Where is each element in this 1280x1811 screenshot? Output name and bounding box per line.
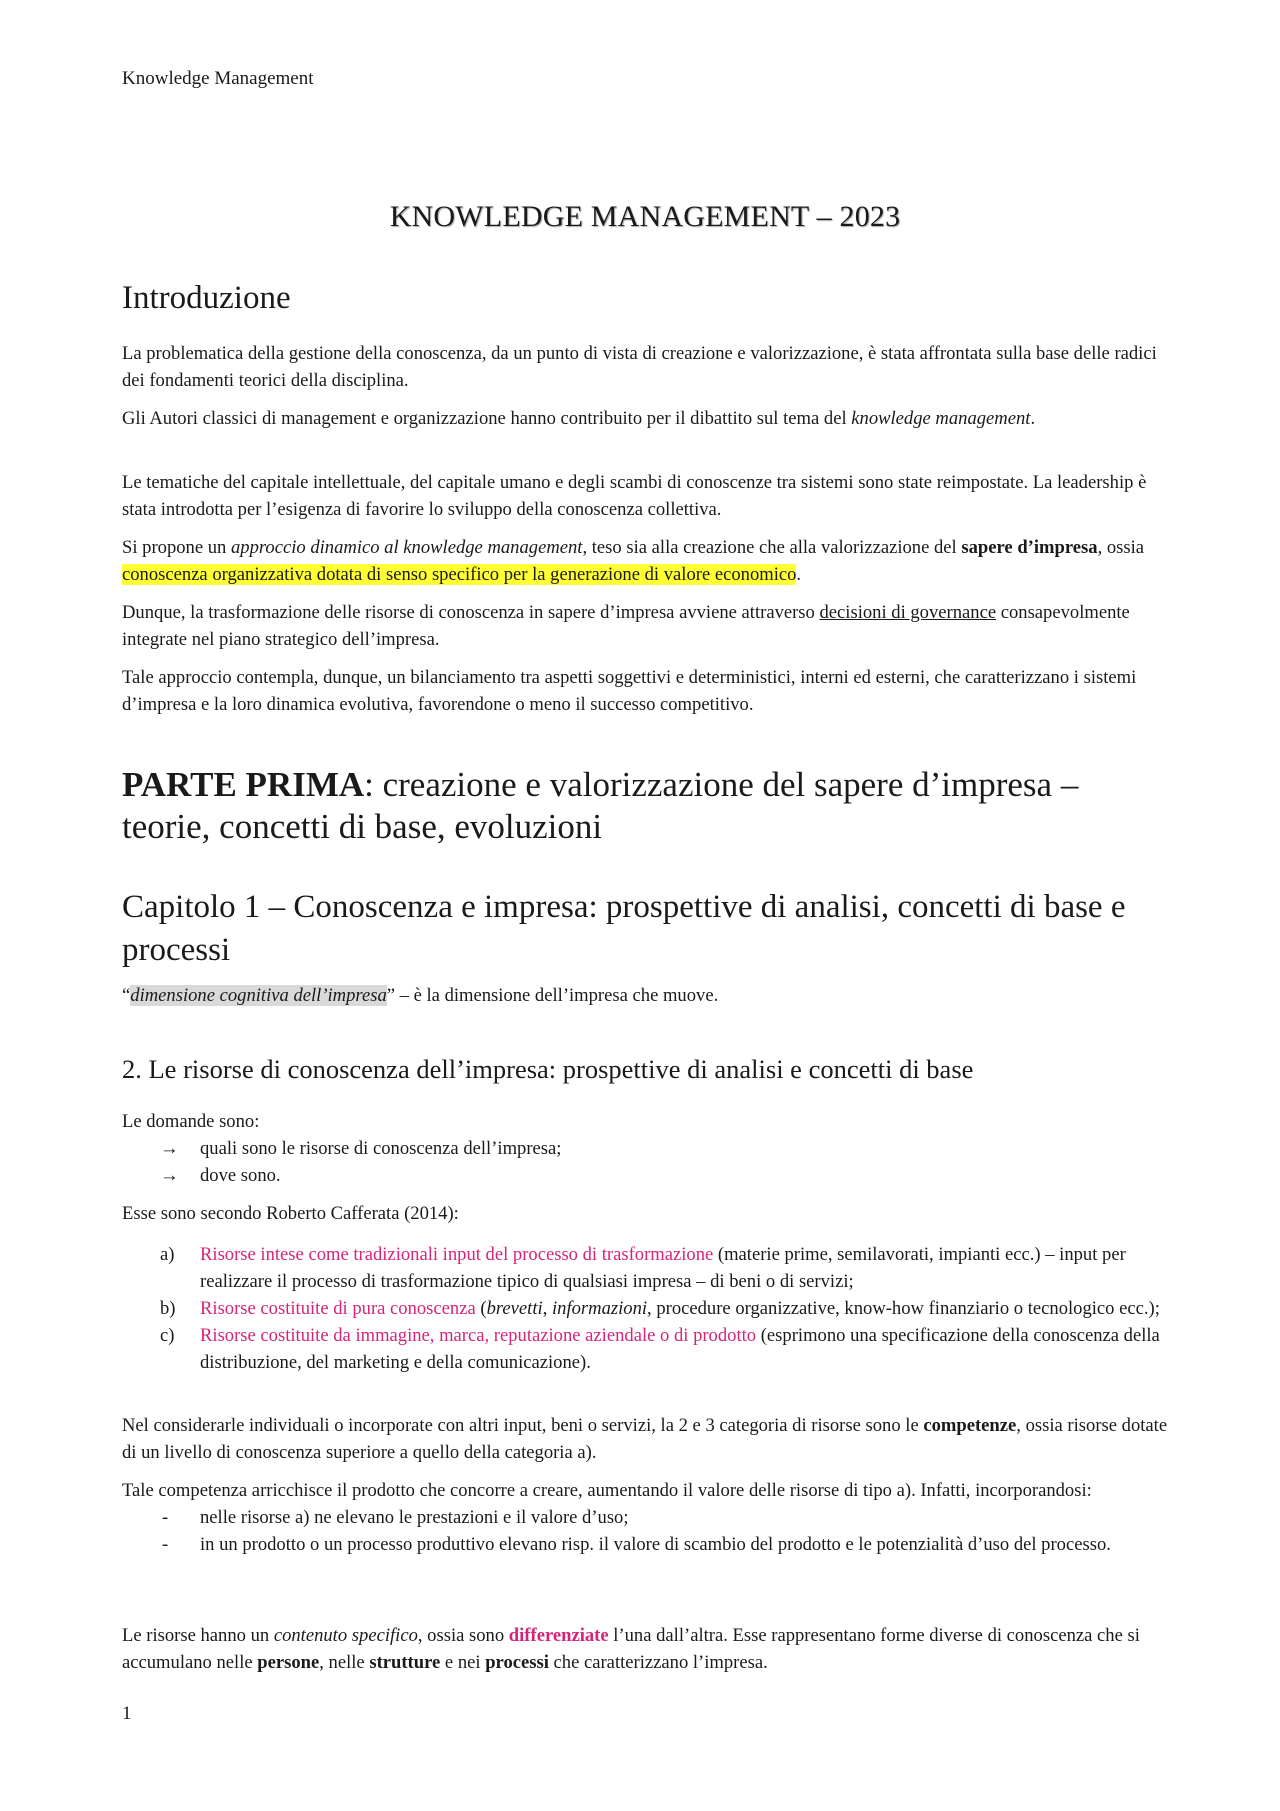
paragraph: Gli Autori classici di management e organizzazione hanno contribuito per il dibattito sul tema del knowledge management. [122,408,1036,429]
intro-heading-block [122,280,1168,317]
list-item: a) Risorse intese come tradizionali input del processo di trasformazione (materie prime, semilavorati, impianti ecc.) – input per realizzare il processo di trasformazione tipico di qualsiasi impresa – di beni o di servizi; [160,1244,1126,1292]
paragraph: Tale approccio contempla, dunque, un bilanciamento tra aspetti soggettivi e deterministici, interni ed esterni, che caratterizzano i sistemi d’impresa e la loro dinamica evolutiva, favorendone o meno il successo competitivo. [122,667,1137,715]
intro-paragraph-2 [122,405,1168,432]
chapter-title: Capitolo 1 – Conoscenza e impresa: prospettive di analisi, concetti di base e processi [122,889,1126,968]
intro-paragraph-4 [122,534,1168,588]
highlighted-term: dimensione cognitiva dell’impresa [130,985,387,1006]
questions-list [122,1135,1168,1189]
intro-paragraph-3 [122,469,1168,523]
source-intro [122,1200,1168,1227]
intro-paragraph-6 [122,664,1168,718]
list-item: - nelle risorse a) ne elevano le prestazioni e il valore d’uso; [162,1507,629,1528]
dash-list [122,1504,1168,1558]
resources-list [122,1241,1168,1376]
paragraph: Dunque, la trasformazione delle risorse di conoscenza in sapere d’impresa avviene attraverso decisioni di governance consapevolmente integrate nel piano strategico dell’impresa. [122,602,1130,650]
paragraph: “dimensione cognitiva dell’impresa” – è la dimensione dell’impresa che muove. [122,985,719,1006]
chapter-title-block [122,886,1168,972]
list-item: → quali sono le risorse di conoscenza dell’impresa; [160,1138,562,1159]
intro-paragraph-1 [122,340,1168,394]
paragraph: Le domande sono: [122,1111,260,1132]
list-item: - in un prodotto o un processo produttivo elevano risp. il valore di scambio del prodotto e le potenzialità d’uso del processo. [162,1534,1111,1555]
page-number: 1 [122,1703,132,1724]
tale-competenza-block [122,1477,1168,1558]
paragraph: Nel considerarle individuali o incorporate con altri input, beni o servizi, la 2 e 3 categoria di risorse sono le competenze, ossia risorse dotate di un livello di conoscenza superiore a quello della categoria a). [122,1415,1168,1463]
underlined-term: decisioni di governance [819,602,997,623]
part-title-block [122,764,1168,848]
paragraph: Tale competenza arricchisce il prodotto che concorre a creare, aumentando il valore delle risorse di tipo a). Infatti, incorporandosi: [122,1480,1092,1501]
highlighted-definition: conoscenza organizzativa dotata di senso specifico per la generazione di valore economico [122,564,797,585]
paragraph: Si propone un approccio dinamico al knowledge management, teso sia alla creazione che alla valorizzazione del sapere d’impresa, ossia conoscenza organizzativa dotata di senso specifico per la generazione di valore economico. [122,537,1145,585]
final-paragraph [122,1622,1168,1676]
list-item: b) Risorse costituite di pura conoscenza (brevetti, informazioni, procedure organizzative, know-how finanziario o tecnologico ecc.); [160,1298,1160,1319]
resources-list-block [122,1241,1168,1376]
list-item: c) Risorse costituite da immagine, marca, reputazione aziendale o di prodotto (esprimono una specificazione della conoscenza della distribuzione, del marketing e della comunicazione). [160,1325,1160,1373]
section-title: 2. Le risorse di conoscenza dell’impresa: prospettive di analisi e concetti di base [122,1054,974,1084]
competenze-paragraph [122,1412,1168,1466]
running-header: Knowledge Management [122,68,314,89]
part-title: PARTE PRIMA: creazione e valorizzazione del sapere d’impresa – teorie, concetti di base, evoluzioni [122,765,1079,846]
list-item: → dove sono. [160,1165,281,1186]
paragraph: Le risorse hanno un contenuto specifico, ossia sono differenziate l’una dall’altra. Esse rappresentano forme diverse di conoscenza che si accumulano nelle persone, nelle strutture e nei processi che caratterizzano l’impresa. [122,1625,1140,1673]
paragraph: Le tematiche del capitale intellettuale, del capitale umano e degli scambi di conoscenze tra sistemi sono state reimpostate. La leadership è stata introdotta per l’esigenza di favorire lo sviluppo della conoscenza collettiva. [122,472,1147,520]
intro-paragraph-5 [122,599,1168,653]
paragraph: Esse sono secondo Roberto Cafferata (2014): [122,1203,459,1224]
document-title: KNOWLEDGE MANAGEMENT – 2023 [389,200,901,233]
chapter-quote [122,982,1168,1009]
section-title-block [122,1054,1168,1085]
paragraph: La problematica della gestione della conoscenza, da un punto di vista di creazione e valorizzazione, è stata affrontata sulla base delle radici dei fondamenti teorici della disciplina. [122,343,1157,391]
questions-block [122,1108,1168,1189]
intro-heading: Introduzione [122,280,291,316]
